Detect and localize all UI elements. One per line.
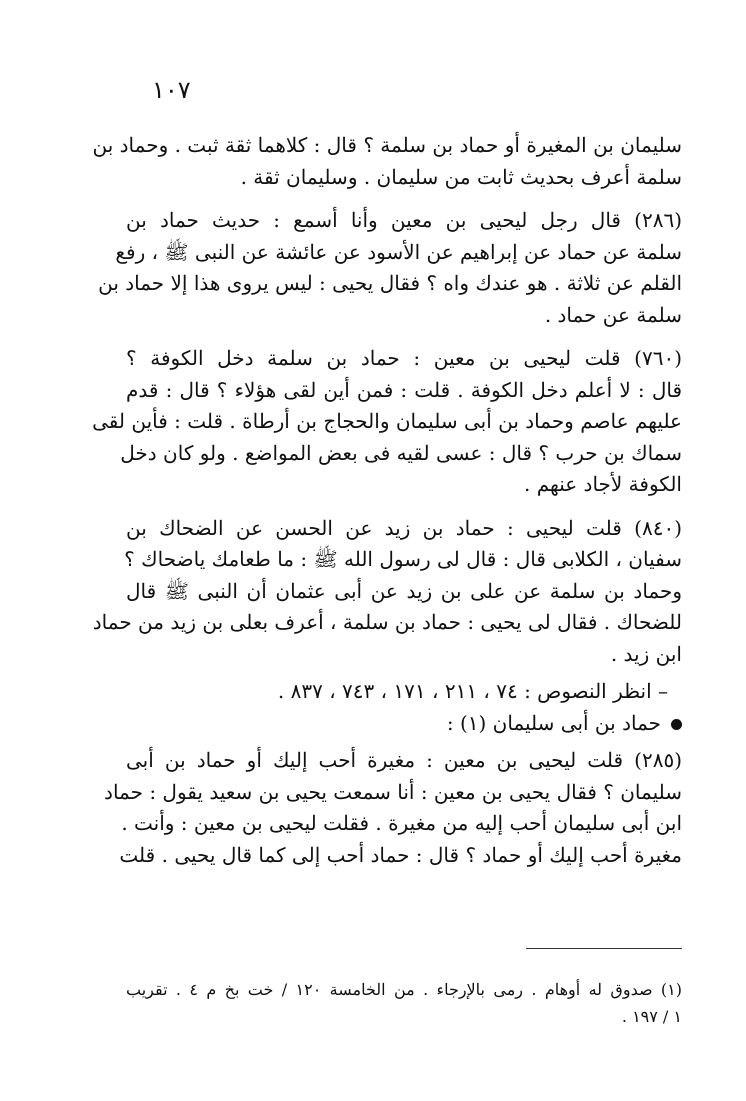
text-line: سلمة أعرف بحديث ثابت من سليمان . وسليمان ثقة .	[240, 164, 682, 189]
text-line: (٢٨٥) قلت ليحيى بن معين : مغيرة أحب إليك أو حماد بن أبى	[126, 748, 682, 772]
paragraph-286	[98, 205, 682, 331]
main-text	[92, 130, 682, 871]
see-texts: – انظر النصوص : ٧٤ ، ٢١١ ، ١٧١ ، ٧٤٣ ، ٨٣٧ .	[277, 679, 668, 703]
text-line: القلم عن ثلاثة . هو عندك واه ؟ فقال يحيى : ليس يروى هذا إلا حماد بن	[98, 271, 682, 295]
text-line: مغيرة أحب إليك أو حماد ؟ قال : حماد أحب إلى كما قال يحيى . قلت	[119, 842, 682, 867]
text-line: ابن أبى سليمان أحب إليه من مغيرة . فقلت ليحيى بن معين : وأنت .	[121, 811, 682, 835]
paragraph-840	[92, 513, 682, 671]
paragraph-285	[104, 745, 682, 871]
text-line: سليمان ؟ فقال يحيى بن معين : أنا سمعت يحيى بن سعيد يقول : حماد	[104, 779, 682, 804]
text-line: سفيان ، الكلابى قال : قال لى رسول الله ﷺ : ما طعامك ياضحاك ؟	[124, 547, 682, 571]
text-line: (٧٦٠) قلت ليحيى بن معين : حماد بن سلمة دخل الكوفة ؟	[126, 346, 682, 370]
see-texts-line	[126, 676, 682, 708]
text-line: عليهم عاصم وحماد بن أبى سليمان والحجاج بن أرطاة . قلت : فأين لقى	[92, 409, 682, 433]
text-line: سلمة عن حماد .	[544, 302, 682, 327]
paragraph-760	[92, 343, 682, 501]
text-line: سلمة عن حماد عن إبراهيم عن الأسود عن عائشة عن النبى ﷺ ، رفع	[115, 239, 682, 264]
text-line: قال : لا أعلم دخل الكوفة . قلت : فمن أين لقى هؤلاء ؟ قال : قدم	[126, 377, 682, 402]
paragraph-sulayman	[92, 130, 682, 193]
section-heading-line	[126, 708, 682, 740]
text-line: (٨٤٠) قلت ليحيى : حماد بن زيد عن الحسن عن الضحاك بن	[126, 515, 682, 540]
page-number: ١٠٧	[152, 76, 191, 104]
footnote-divider	[526, 948, 682, 949]
text-line: ابن زيد .	[610, 641, 682, 666]
section-heading-text: حماد بن أبى سليمان (١) :	[446, 710, 661, 735]
bullet-icon	[671, 719, 682, 730]
text-line: وحماد بن سلمة عن على بن زيد عن أبى عثمان أن النبى ﷺ قال	[126, 578, 682, 603]
text-line: سماك بن حرب ؟ قال : عسى لقيه فى بعض المواضع . ولو كان دخل	[120, 440, 682, 465]
text-line: للضحاك . فقال لى يحيى : حماد بن سلمة ، أعرف بعلى بن زيد من حماد	[92, 610, 682, 634]
section-heading	[126, 708, 682, 740]
footnote-line: (١) صدوق له أوهام . رمى بالإرجاء . من الخامسة ١٢٠ / خت بخ م ٤ . تقريب	[126, 980, 683, 999]
footnote	[126, 976, 682, 1030]
text-line: سليمان بن المغيرة أو حماد بن سلمة ؟ قال : كلاهما ثقة ثبت . وحماد بن	[92, 133, 682, 157]
footnote-line: ١ / ١٩٧ .	[621, 1007, 682, 1026]
text-line: (٢٨٦) قال رجل ليحيى بن معين وأنا أسمع : حديث حماد بن	[126, 208, 682, 232]
text-line: الكوفة لأجاد عنهم .	[523, 472, 682, 496]
